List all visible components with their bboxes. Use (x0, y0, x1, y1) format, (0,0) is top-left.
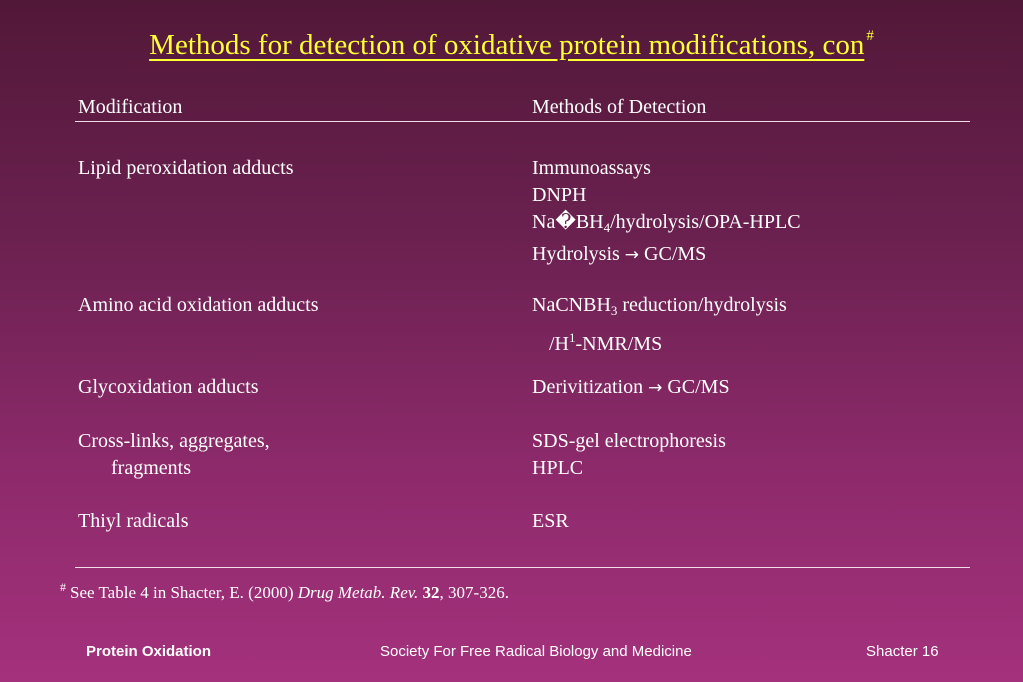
footnote-mark: # (60, 580, 66, 594)
footnote-pages: , 307-326. (439, 583, 509, 602)
table-row-methods (532, 374, 730, 402)
method-line: Derivitization → GC/MS (532, 376, 730, 398)
method-line: NaCNBH$_3$ reduction/hydrolysis (532, 294, 787, 318)
bottom-rule (75, 567, 970, 568)
table-row-modification: Lipid peroxidation adducts (78, 157, 294, 179)
arrow-right-icon: → (648, 378, 663, 398)
arrow-right-icon: → (624, 245, 640, 265)
table-row-modification: Thiyl radicals (78, 510, 189, 532)
footnote (60, 580, 509, 603)
column-header-methods: Methods of Detection (532, 96, 707, 118)
method-line: SDS-gel electrophoresis (532, 430, 726, 452)
table-row-modification: Amino acid oxidation adducts (78, 294, 319, 316)
table-row-methods: ESR (532, 510, 569, 532)
footer-left: Protein Oxidation (86, 643, 212, 660)
method-line: HPLC (532, 457, 584, 479)
modification-line: fragments (111, 457, 191, 479)
header-rule (75, 121, 970, 122)
title-footnote-mark: # (866, 28, 874, 44)
method-line: DNPH (532, 184, 587, 206)
method-line (532, 209, 801, 241)
modification-line: Cross-links, aggregates, (78, 430, 270, 452)
slide-title (0, 28, 1023, 62)
method-line-text: $Na�BH_4/hydrolysis/OPA$-HPLC (532, 211, 801, 235)
method-line: $/H^1-NMR/MS$ (549, 330, 663, 355)
footnote-prefix: See Table 4 in Shacter, E. (2000) (70, 583, 294, 602)
table-row-methods (532, 292, 787, 358)
footnote-journal: Drug Metab. Rev. (297, 583, 419, 602)
footer-right: Shacter 16 (866, 643, 939, 660)
table-row-methods (532, 428, 726, 482)
table-row-methods (532, 155, 801, 269)
table-row-modification: Glycoxidation adducts (78, 376, 259, 398)
footer-center: Society For Free Radical Biology and Medicine (380, 643, 692, 660)
column-header-modification: Modification (78, 96, 183, 118)
slide-title-text: Methods for detection of oxidative protein modifications, con (149, 29, 865, 61)
footnote-volume: 32 (422, 583, 440, 602)
method-line: Immunoassays (532, 157, 651, 179)
method-line: Hydrolysis → GC/MS (532, 243, 707, 265)
table-row-modification (78, 428, 270, 482)
